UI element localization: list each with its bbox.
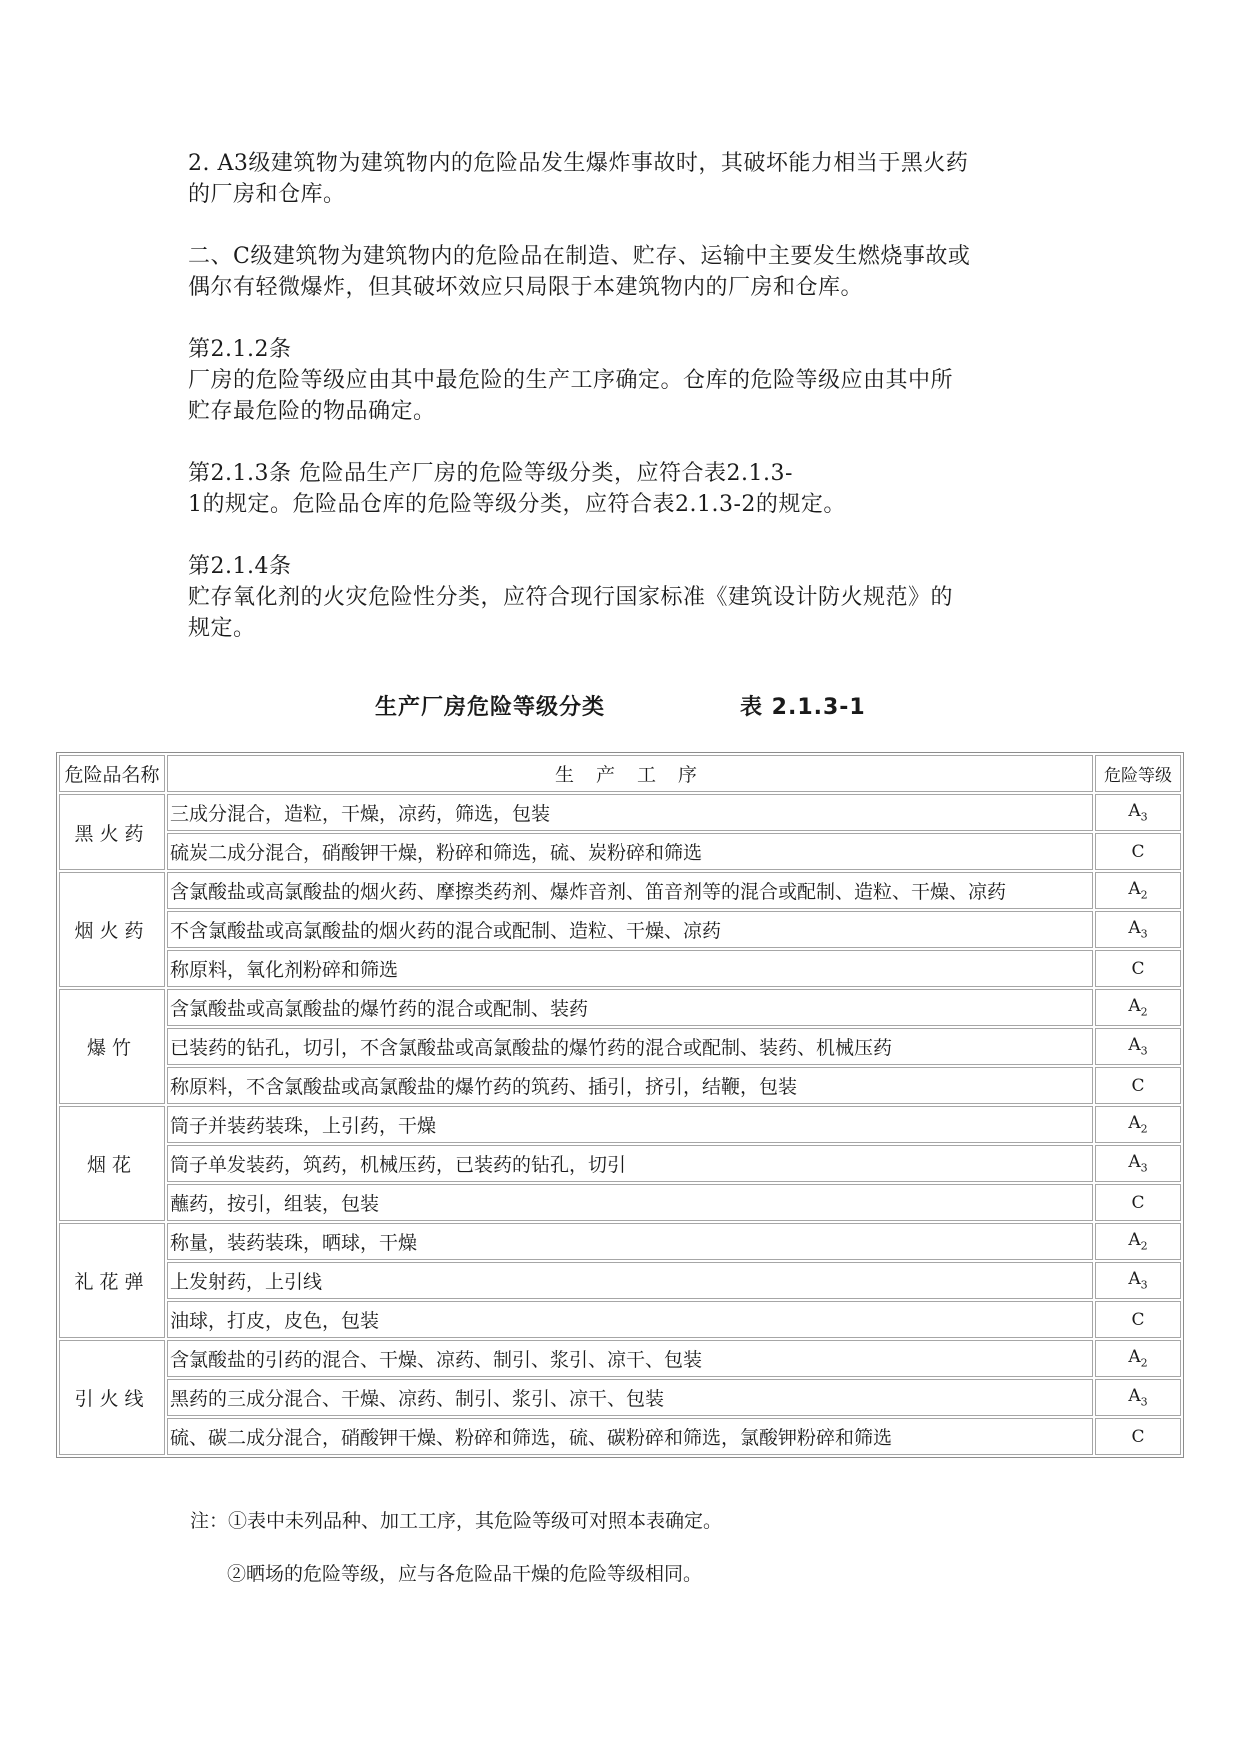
process-cell: 称原料，不含氯酸盐或高氯酸盐的爆竹药的筑药、插引，挤引，结鞭，包装 [167, 1067, 1093, 1104]
hazard-level-subscript: 3 [1140, 1395, 1148, 1409]
table-title [0, 690, 1241, 724]
paragraph-2-1-3: 第2.1.3条 危险品生产厂房的危险等级分类，应符合表2.1.3- 1的规定。危险品仓库的危险等级分类，应符合表2.1.3-2的规定。 [188, 461, 846, 517]
hazard-level-cell: $A_3$ [1095, 911, 1181, 948]
process-cell: 已装药的钻孔，切引，不含氯酸盐或高氯酸盐的爆竹药的混合或配制、装药、机械压药 [167, 1028, 1093, 1065]
hazard-level-cell: $A_2$ [1095, 1223, 1181, 1260]
table-title-number: 表 2.1.3-1 [740, 695, 866, 720]
hazard-level-cell: C [1095, 1067, 1181, 1104]
table-row [59, 794, 1181, 831]
table-notes [190, 1506, 722, 1612]
hazard-level-subscript: 3 [1140, 1278, 1148, 1292]
paragraph-c-class: 二、C级建筑物为建筑物内的危险品在制造、贮存、运输中主要发生燃烧事故或 偶尔有轻微爆炸，但其破坏效应只局限于本建筑物内的厂房和仓库。 [188, 244, 971, 300]
hazard-level-subscript: 3 [1140, 1044, 1148, 1058]
table-row [59, 911, 1181, 948]
process-cell: 黑药的三成分混合、干燥、凉药、制引、浆引、凉干、包装 [167, 1379, 1093, 1416]
process-cell: 油球，打皮，皮色，包装 [167, 1301, 1093, 1338]
table-row [59, 872, 1181, 909]
hazard-level-cell: $A_3$ [1095, 1145, 1181, 1182]
hazard-level-subscript: 2 [1140, 1005, 1148, 1019]
product-name-cell: 爆竹 [59, 989, 165, 1104]
table-row [59, 1379, 1181, 1416]
hazard-level-cell: $A_2$ [1095, 1340, 1181, 1377]
paragraph-a3: 2. A3级建筑物为建筑物内的危险品发生爆炸事故时，其破坏能力相当于黑火药 的厂房和仓库。 [188, 151, 969, 207]
header-product-name: 危险品名称 [59, 755, 165, 792]
table-row [59, 1262, 1181, 1299]
note-2: ②晒场的危险等级，应与各危险品干燥的危险等级相同。 [227, 1563, 703, 1585]
process-cell: 蘸药，按引，组装，包装 [167, 1184, 1093, 1221]
table-row [59, 833, 1181, 870]
product-name-cell: 引火线 [59, 1340, 165, 1455]
process-cell: 筒子并装药装珠，上引药，干燥 [167, 1106, 1093, 1143]
process-cell: 称原料，氧化剂粉碎和筛选 [167, 950, 1093, 987]
process-cell: 筒子单发装药，筑药，机械压药，已装药的钻孔，切引 [167, 1145, 1093, 1182]
table-row [59, 989, 1181, 1026]
table-title-name: 生产厂房危险等级分类 [375, 695, 606, 720]
product-name-cell: 烟火药 [59, 872, 165, 987]
hazard-level-cell: C [1095, 833, 1181, 870]
paragraph-2-1-4: 第2.1.4条 贮存氧化剂的火灾危险性分类，应符合现行国家标准《建筑设计防火规范》的 规定。 [188, 554, 954, 641]
process-cell: 含氯酸盐的引药的混合、干燥、凉药、制引、浆引、凉干、包装 [167, 1340, 1093, 1377]
table-row [59, 1340, 1181, 1377]
table-row [59, 1301, 1181, 1338]
hazard-level-cell: $A_2$ [1095, 1106, 1181, 1143]
hazard-level-subscript: 3 [1140, 927, 1148, 941]
hazard-level-subscript: 2 [1140, 1122, 1148, 1136]
table-row [59, 950, 1181, 987]
product-name-cell: 黑火药 [59, 794, 165, 870]
hazard-level-cell: C [1095, 1184, 1181, 1221]
process-cell: 含氯酸盐或高氯酸盐的爆竹药的混合或配制、装药 [167, 989, 1093, 1026]
hazard-level-cell: $A_3$ [1095, 1379, 1181, 1416]
header-process: 生 产 工 序 [167, 755, 1093, 792]
hazard-level-cell: $A_2$ [1095, 872, 1181, 909]
hazard-level-cell: $A_2$ [1095, 989, 1181, 1026]
table-row [59, 1067, 1181, 1104]
process-cell: 称量，装药装珠，晒球，干燥 [167, 1223, 1093, 1260]
hazard-level-subscript: 2 [1140, 888, 1148, 902]
process-cell: 硫、碳二成分混合，硝酸钾干燥、粉碎和筛选，硫、碳粉碎和筛选，氯酸钾粉碎和筛选 [167, 1418, 1093, 1455]
table-row [59, 1223, 1181, 1260]
hazard-level-subscript: 3 [1140, 810, 1148, 824]
process-cell: 硫炭二成分混合，硝酸钾干燥，粉碎和筛选，硫、炭粉碎和筛选 [167, 833, 1093, 870]
hazard-level-cell: $A_3$ [1095, 1262, 1181, 1299]
header-hazard-level: 危险等级 [1095, 755, 1181, 792]
table-row [59, 1028, 1181, 1065]
body-text [188, 148, 1068, 644]
note-1: 注：①表中未列品种、加工工序，其危险等级可对照本表确定。 [190, 1510, 723, 1532]
table-row [59, 1145, 1181, 1182]
process-cell: 含氯酸盐或高氯酸盐的烟火药、摩擦类药剂、爆炸音剂、笛音剂等的混合或配制、造粒、干燥、凉药 [167, 872, 1093, 909]
hazard-table [56, 752, 1184, 1458]
product-name-cell: 烟花 [59, 1106, 165, 1221]
table-header-row [59, 755, 1181, 792]
hazard-level-subscript: 2 [1140, 1356, 1148, 1370]
hazard-level-cell: C [1095, 1301, 1181, 1338]
process-cell: 三成分混合，造粒，干燥，凉药，筛选，包装 [167, 794, 1093, 831]
process-cell: 上发射药，上引线 [167, 1262, 1093, 1299]
product-name-cell: 礼花弹 [59, 1223, 165, 1338]
table-row [59, 1418, 1181, 1455]
hazard-level-subscript: 2 [1140, 1239, 1148, 1253]
hazard-level-cell: C [1095, 950, 1181, 987]
hazard-level-cell: C [1095, 1418, 1181, 1455]
table-row [59, 1184, 1181, 1221]
process-cell: 不含氯酸盐或高氯酸盐的烟火药的混合或配制、造粒、干燥、凉药 [167, 911, 1093, 948]
hazard-level-cell: $A_3$ [1095, 1028, 1181, 1065]
table-row [59, 1106, 1181, 1143]
hazard-level-subscript: 3 [1140, 1161, 1148, 1175]
hazard-level-cell: $A_3$ [1095, 794, 1181, 831]
paragraph-2-1-2: 第2.1.2条 厂房的危险等级应由其中最危险的生产工序确定。仓库的危险等级应由其中所 贮存最危险的物品确定。 [188, 337, 954, 424]
